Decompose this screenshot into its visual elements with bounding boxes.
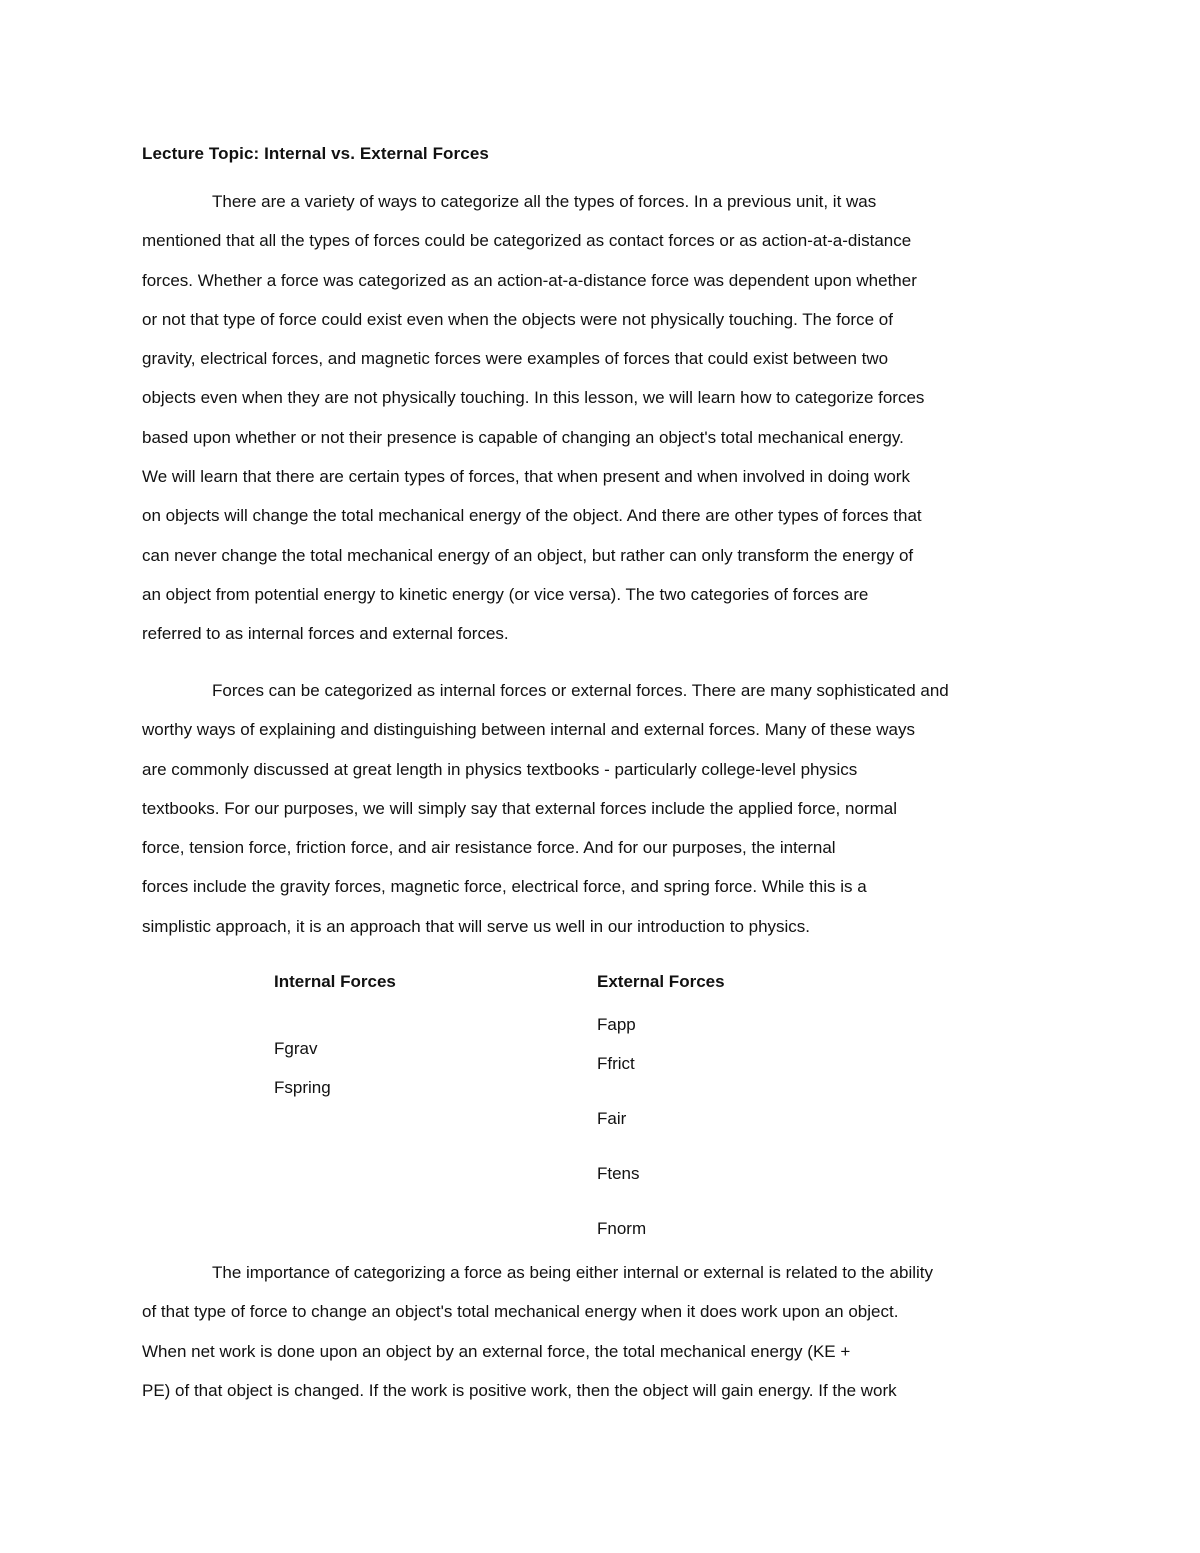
text-line: are commonly discussed at great length in physics textbooks - particularly college-level physics (142, 759, 858, 779)
external-force-item: Ffrict (597, 1054, 635, 1073)
internal-force-item: Fgrav (274, 1039, 318, 1058)
text-line: of that type of force to change an object's total mechanical energy when it does work upon an object. (142, 1302, 899, 1322)
text-line: referred to as internal forces and external forces. (142, 624, 509, 644)
paragraph-importance (142, 1261, 1072, 1418)
text-line: There are a variety of ways to categorize all the types of forces. In a previous unit, it was (212, 192, 877, 211)
external-forces-header: External Forces (597, 972, 725, 991)
text-line: on objects will change the total mechanical energy of the object. And there are other types of forces that (142, 506, 922, 526)
text-line: Forces can be categorized as internal forces or external forces. There are many sophisticated and (212, 681, 949, 700)
internal-force-item: Fspring (274, 1078, 331, 1097)
text-line: force, tension force, friction force, and air resistance force. And for our purposes, the internal (142, 838, 836, 858)
external-force-item: Ftens (597, 1164, 640, 1183)
text-line: We will learn that there are certain types of forces, that when present and when involved in doing work (142, 467, 910, 487)
text-line: objects even when they are not physically touching. In this lesson, we will learn how to categorize forces (142, 388, 925, 408)
text-line: worthy ways of explaining and distinguishing between internal and external forces. Many of these ways (142, 720, 915, 740)
text-line: gravity, electrical forces, and magnetic forces were examples of forces that could exist between two (142, 349, 889, 369)
text-line: or not that type of force could exist even when the objects were not physically touching. The force of (142, 309, 893, 329)
page-title: Lecture Topic: Internal vs. External Forces (142, 144, 489, 163)
external-force-item: Fapp (597, 1015, 636, 1034)
text-line: textbooks. For our purposes, we will simply say that external forces include the applied force, normal (142, 798, 897, 818)
text-line: can never change the total mechanical energy of an object, but rather can only transform the energy of (142, 545, 914, 565)
text-line: based upon whether or not their presence is capable of changing an object's total mechanical energy. (142, 427, 904, 447)
text-line: When net work is done upon an object by an external force, the total mechanical energy (KE + (142, 1341, 851, 1361)
text-line: mentioned that all the types of forces could be categorized as contact forces or as action-at-a-distance (142, 231, 912, 251)
external-force-item: Fair (597, 1109, 627, 1128)
text-line: The importance of categorizing a force as being either internal or external is related to the ability (212, 1263, 934, 1282)
text-line: simplistic approach, it is an approach that will serve us well in our introduction to physics. (142, 916, 811, 936)
text-line: forces include the gravity forces, magnetic force, electrical force, and spring force. While this is a (142, 877, 867, 897)
text-line: forces. Whether a force was categorized as an action-at-a-distance force was dependent upon whether (142, 270, 917, 290)
internal-forces-header: Internal Forces (274, 972, 396, 991)
text-line: PE) of that object is changed. If the work is positive work, then the object will gain energy. If the work (142, 1380, 897, 1400)
text-line: an object from potential energy to kinetic energy (or vice versa). The two categories of forces are (142, 584, 869, 604)
paragraph-categories (142, 679, 1072, 954)
paragraph-intro (142, 190, 1072, 662)
external-force-item: Fnorm (597, 1219, 647, 1238)
